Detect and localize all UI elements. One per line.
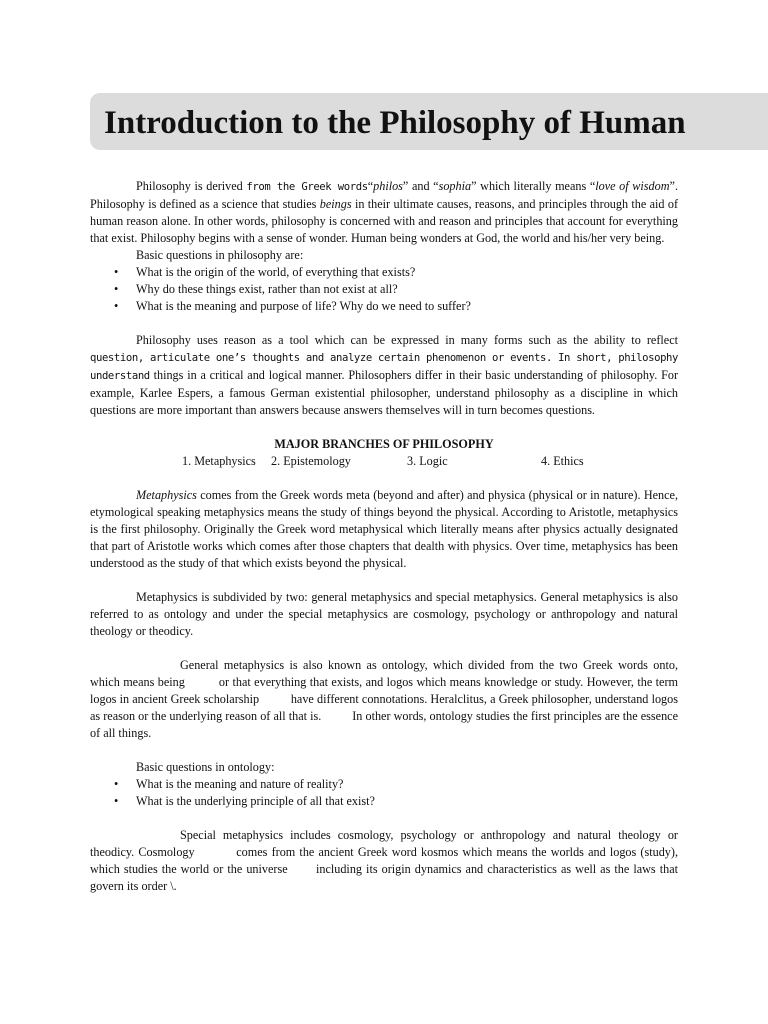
text: from the Greek words [246, 181, 368, 193]
text: “ [367, 179, 374, 193]
questions-list [90, 264, 678, 315]
document-body [90, 178, 682, 895]
term-beings: beings [319, 197, 352, 211]
text: comes from the Greek words meta (beyond and after) and physica (physical or in nature). Hence, etymological speaking metaphysics means the study of things beyond the physical. According to Aristotle, metaphysics is the first philosophy. Originally the Greek word metaphysical which literally means after physics actually designated that part of Aristotle works which comes after those chapters that dealth with physics. Over time, metaphysics has been understood as the study of that which exists beyond the physical. [90, 488, 678, 570]
branch-item: 1. Metaphysics [182, 454, 256, 468]
branches-list [90, 453, 678, 470]
page-title: Introduction to the Philosophy of Human [104, 105, 686, 141]
list-item: • What is the underlying principle of all that exist? [90, 793, 678, 810]
basic-questions-label: Basic questions in philosophy are: [136, 248, 304, 262]
list-item: • What is the meaning and nature of reality? [90, 776, 678, 793]
list-item: • Why do these things exist, rather than not exist at all? [90, 281, 678, 298]
branches-heading: MAJOR BRANCHES OF PHILOSOPHY [274, 437, 494, 451]
text: ” and “ [402, 179, 439, 193]
paragraph-metaphysics [90, 487, 678, 572]
paragraph-ontology: General metaphysics is also known as ontology, which divided from the two Greek words onto, which means being or that everything that exists, and logos which means knowledge or study. However, the term logos in ancient Greek scholarship have different connotations. Heralclitus, a Greek philosopher, understand logos as reason or the underlying reason of all that is. In other words, ontology studies the first principles are the essence of all things. [90, 658, 682, 740]
list-item: • What is the meaning and purpose of life? Why do we need to suffer? [90, 298, 678, 315]
text: Philosophy is derived [136, 179, 243, 193]
text: Philosophy uses reason as a tool which can be expressed in many forms such as the ability to reflect [136, 333, 678, 347]
text: question, articulate one’s thoughts and analyze certain phenomenon or events. In short, philosophy understand [90, 352, 678, 382]
branch-item: 3. Logic [407, 454, 448, 468]
paragraph-reason [90, 332, 678, 419]
text: things in a critical and logical manner. Philosophers differ in their basic understanding of philosophy. For example, Karlee Espers, a famous German existential philosopher, understand philosophy as a discipline in which questions are more important than answers because answers themselves will in turn becomes questions. [90, 368, 679, 417]
term-philos: philos [373, 179, 403, 193]
text: ” which literally means “ [471, 179, 596, 193]
branch-item: 4. Ethics [541, 454, 584, 468]
paragraph-intro [90, 178, 678, 247]
text: in their ultimate causes, reasons, and principles through the aid of human reason alone. In other words, philosophy is concerned with and reason and principles that account for everything that exist. Philosophy begins with a sense of wonder. Human being wonders at God, the world and his/her very being. [90, 197, 679, 245]
ontology-questions-label: Basic questions in ontology: [136, 760, 275, 774]
text: ”. Philosophy is defined as a science that studies [90, 179, 678, 211]
list-item: • What is the origin of the world, of everything that exists? [90, 264, 678, 281]
term-love-of-wisdom: love of wisdom [595, 179, 670, 193]
term-metaphysics: Metaphysics [136, 488, 197, 502]
paragraph-special-metaphysics: Special metaphysics includes cosmology, psychology or anthropology and natural theology or theodicy. Cosmology comes from the ancient Greek word kosmos which means the worlds and logos (study), which studies the world or the universe including its origin dynamics and characteristics as well as the laws that govern its order \. [90, 828, 682, 893]
term-sophia: sophia [438, 179, 472, 193]
ontology-questions-list [90, 776, 678, 810]
paragraph-subdivision: Metaphysics is subdivided by two: general metaphysics and special metaphysics. General metaphysics is also referred to as ontology and under the special metaphysics are cosmology, psychology or anthropology and natural theology or theodicy. [90, 590, 678, 638]
branch-item: 2. Epistemology [271, 454, 351, 468]
